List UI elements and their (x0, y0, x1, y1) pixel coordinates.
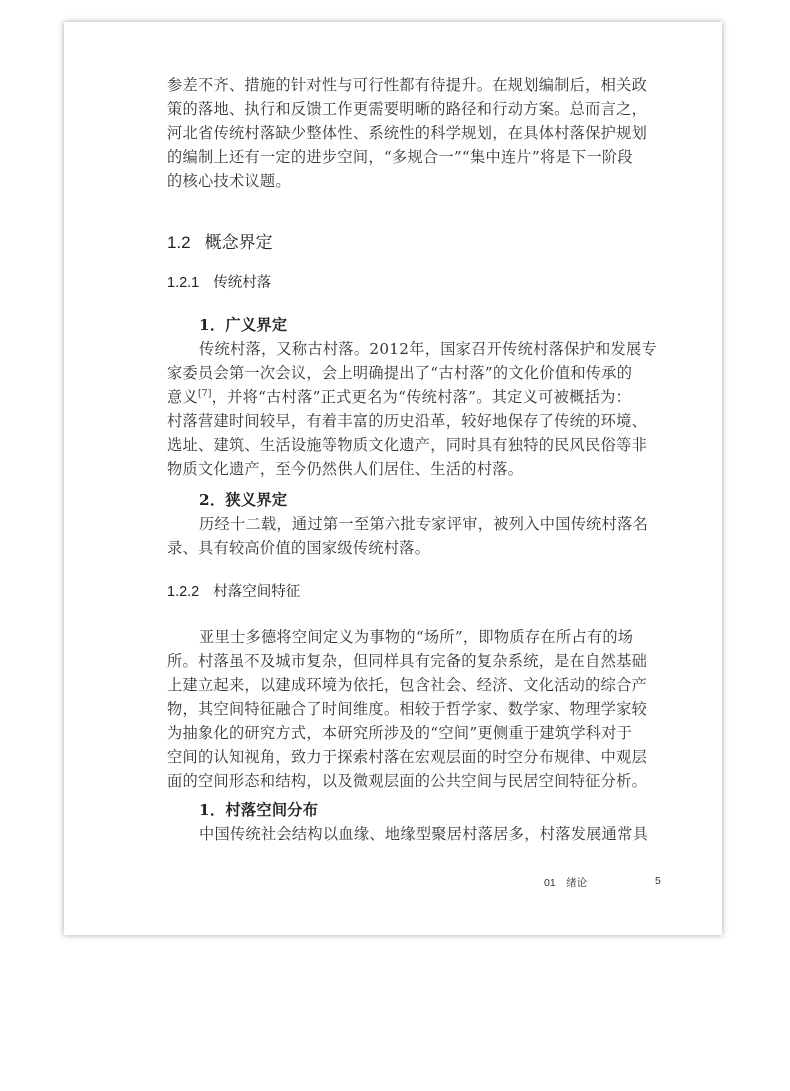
section-heading (167, 228, 273, 253)
text-line: 所。村落虽不及城市复杂，但同样具有完备的复杂系统，是在自然基础 (167, 652, 648, 670)
subsection-heading (167, 580, 300, 601)
narrow-definition (167, 488, 649, 560)
text-line: 的编制上还有一定的进步空间，“多规合一”“集中连片”将是下一阶段 (167, 148, 633, 166)
text-line: 为抽象化的研究方式，本研究所涉及的“空间”更侧重于建筑学科对于 (167, 724, 633, 742)
text-line (167, 385, 632, 409)
subheading: 1．村落空间分布 (199, 801, 319, 819)
text-fragment: 意义 (167, 388, 198, 406)
text-line: 物，其空间特征融合了时间维度。相较于哲学家、数学家、物理学家较 (167, 700, 648, 718)
section-title: 概念界定 (204, 233, 273, 252)
text-line: 家委员会第一次会议，会上明确提出了“古村落”的文化价值和传承的 (167, 364, 633, 382)
intro-paragraph (167, 73, 648, 193)
page-number: 5 (655, 875, 661, 887)
citation: [7] (197, 388, 212, 399)
subsection-title: 村落空间特征 (213, 584, 301, 600)
text-line: 中国传统社会结构以血缘、地缘型聚居村落居多，村落发展通常具 (199, 825, 649, 843)
broad-definition (167, 313, 658, 481)
subsection-title: 传统村落 (213, 275, 272, 291)
text-line: 河北省传统村落缺少整体性、系统性的科学规划，在具体村落保护规划 (167, 124, 648, 142)
document-page (64, 22, 722, 935)
subheading: 1．广义界定 (199, 316, 288, 334)
text-line: 亚里士多德将空间定义为事物的“场所”，即物质存在所占有的场 (199, 628, 634, 646)
subheading: 2．狭义界定 (199, 491, 288, 509)
text-line: 历经十二载，通过第一至第六批专家评审，被列入中国传统村落名 (199, 515, 649, 533)
subsection-heading (167, 271, 271, 292)
text-line: 策的落地、执行和反馈工作更需要明晰的路径和行动方案。总而言之， (167, 100, 648, 118)
text-line: 传统村落，又称古村落。2012年，国家召开传统村落保护和发展专 (199, 340, 658, 358)
section-number: 1.2 (167, 233, 191, 252)
text-line: 村落营建时间较早，有着丰富的历史沿革，较好地保存了传统的环境、 (167, 412, 648, 430)
text-line: 录、具有较高价值的国家级传统村落。 (167, 539, 431, 557)
text-line: 物质文化遗产，至今仍然供人们居住、生活的村落。 (167, 460, 524, 478)
text-fragment: ，并将“古村落”正式更名为“传统村落”。其定义可被概括为： (211, 388, 632, 406)
text-line: 面的空间形态和结构，以及微观层面的公共空间与民居空间特征分析。 (167, 772, 648, 790)
text-line: 参差不齐、措施的针对性与可行性都有待提升。在规划编制后，相关政 (167, 76, 648, 94)
footer-chapter: 01 绪论 (544, 877, 588, 889)
spatial-paragraph (167, 625, 648, 793)
text-line: 上建立起来，以建成环境为依托，包含社会、经济、文化活动的综合产 (167, 676, 648, 694)
subsection-number: 1.2.1 (167, 275, 200, 291)
spatial-distribution (167, 798, 649, 846)
text-line: 选址、建筑、生活设施等物质文化遗产，同时具有独特的民风民俗等非 (167, 436, 648, 454)
text-line: 的核心技术议题。 (167, 172, 291, 190)
subsection-number: 1.2.2 (167, 584, 200, 600)
text-line: 空间的认知视角，致力于探索村落在宏观层面的时空分布规律、中观层 (167, 748, 648, 766)
